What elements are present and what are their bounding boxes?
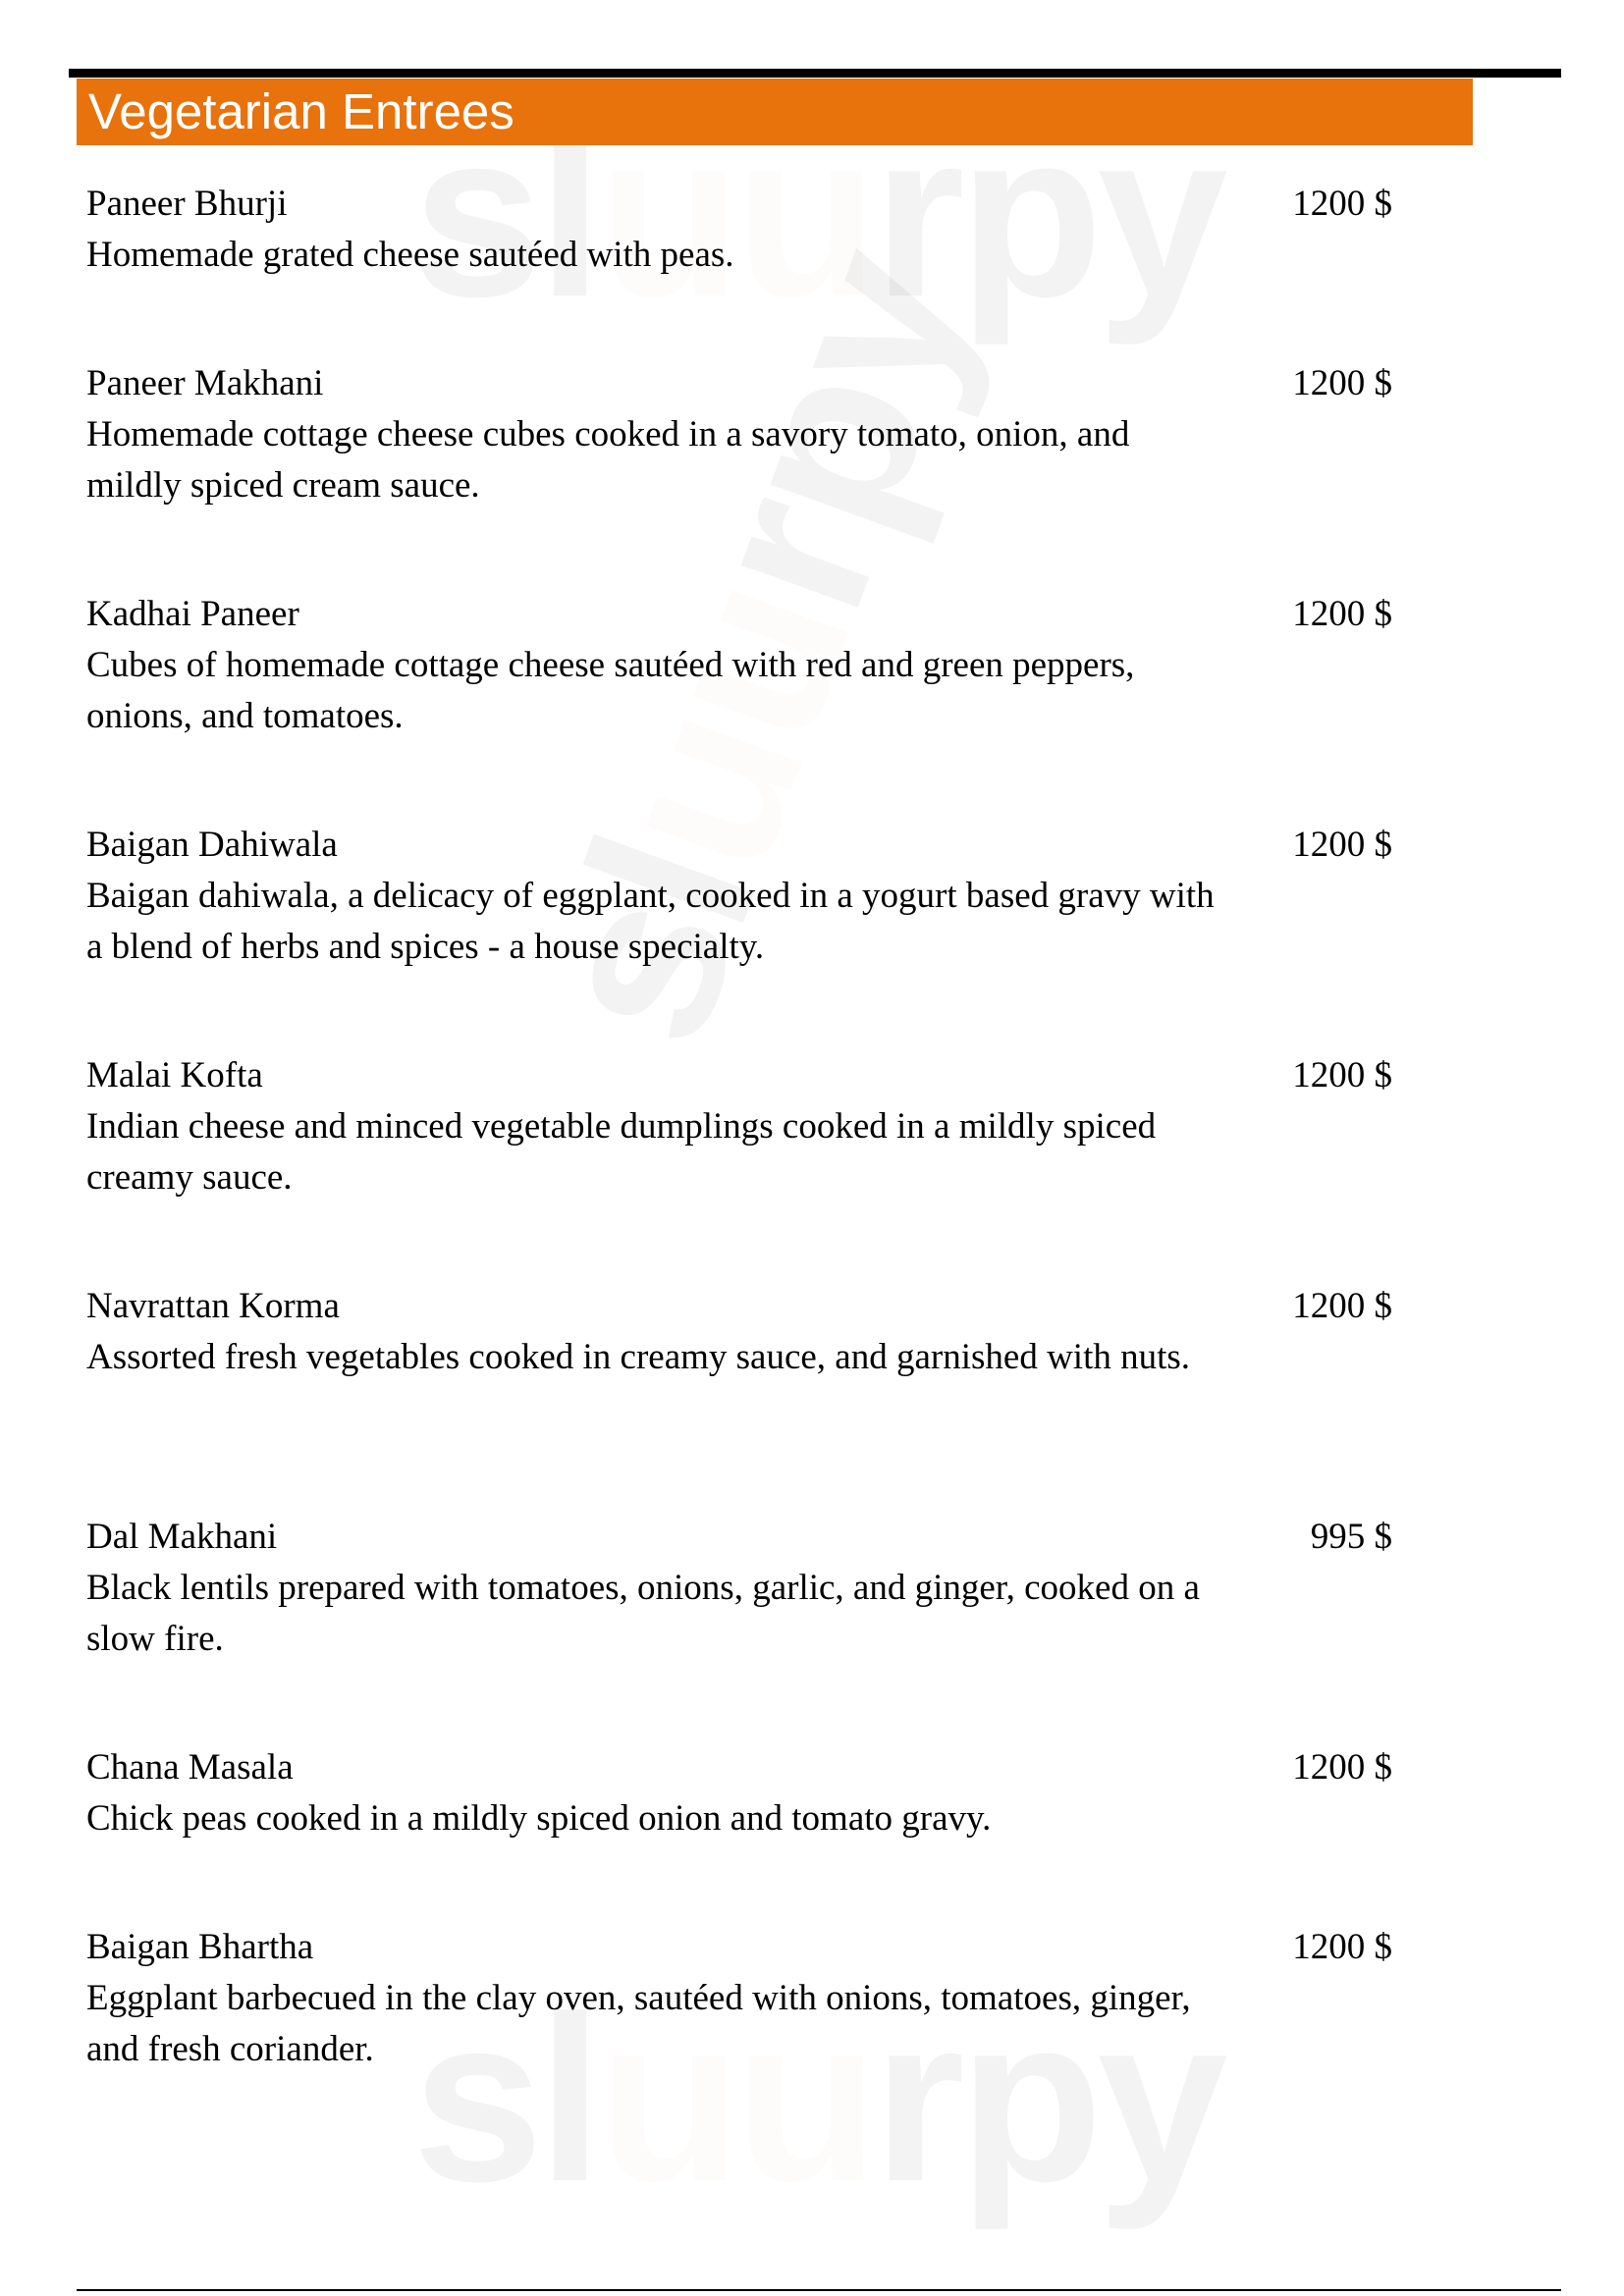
menu-item-price: 1200 $: [1292, 1055, 1392, 1095]
menu-item-description: Assorted fresh vegetables cooked in creamy sauce, and garnished with nuts.: [86, 1337, 1191, 1377]
menu-item-name: Baigan Dahiwala: [86, 825, 338, 865]
menu-item: [86, 1281, 1392, 1383]
menu-item: [86, 589, 1392, 742]
menu-item-price: 1200 $: [1292, 363, 1392, 403]
menu-item-price: 1200 $: [1292, 1286, 1392, 1326]
section-title: Vegetarian Entrees: [88, 83, 514, 139]
menu-item-description: Homemade cottage cheese cubes cooked in a savory tomato, onion, and mildly spiced cream sauce.: [86, 414, 1130, 506]
menu-item-name: Dal Makhani: [86, 1517, 278, 1557]
menu-item: [86, 1742, 1392, 1844]
menu-item-name: Chana Masala: [86, 1747, 294, 1788]
menu-item-description: Chick peas cooked in a mildly spiced onion and tomato gravy.: [86, 1798, 992, 1839]
menu-item-name: Navrattan Korma: [86, 1286, 340, 1326]
menu-item-name: Kadhai Paneer: [86, 594, 299, 634]
menu-item: [86, 1050, 1392, 1203]
menu-item: [86, 1512, 1392, 1665]
menu-item: [86, 179, 1392, 281]
bottom-divider: [77, 2289, 1561, 2291]
menu-item-price: 1200 $: [1292, 1927, 1392, 1967]
menu-item-description: Black lentils prepared with tomatoes, onions, garlic, and ginger, cooked on a slow fire.: [86, 1568, 1200, 1659]
menu-item-description: Homemade grated cheese sautéed with peas.: [86, 235, 734, 275]
menu-item-name: Paneer Bhurji: [86, 184, 288, 224]
menu-item-description: Indian cheese and minced vegetable dumplings cooked in a mildly spiced creamy sauce.: [86, 1106, 1157, 1198]
menu-item-price: 1200 $: [1292, 825, 1392, 865]
menu-item-description: Baigan dahiwala, a delicacy of eggplant, cooked in a yogurt based gravy with a blend of herbs and spices - a house specialty.: [86, 876, 1215, 967]
menu-item-name: Malai Kofta: [86, 1055, 263, 1095]
top-divider: [69, 69, 1561, 78]
menu-item-name: Baigan Bhartha: [86, 1927, 314, 1967]
menu-item-price: 1200 $: [1292, 594, 1392, 634]
menu-item-name: Paneer Makhani: [86, 363, 324, 403]
menu-item-price: 1200 $: [1292, 184, 1392, 224]
menu-item-description: Eggplant barbecued in the clay oven, sautéed with onions, tomatoes, ginger, and fresh coriander.: [86, 1978, 1191, 2069]
menu-item-description: Cubes of homemade cottage cheese sautéed with red and green peppers, onions, and tomatoes.: [86, 645, 1135, 736]
menu-item: [86, 820, 1392, 973]
section-header: [77, 79, 1473, 145]
menu-item: [86, 358, 1392, 511]
menu-item: [86, 1922, 1392, 2075]
menu-item-price: 1200 $: [1292, 1747, 1392, 1788]
menu-item-price: 995 $: [1310, 1517, 1392, 1557]
